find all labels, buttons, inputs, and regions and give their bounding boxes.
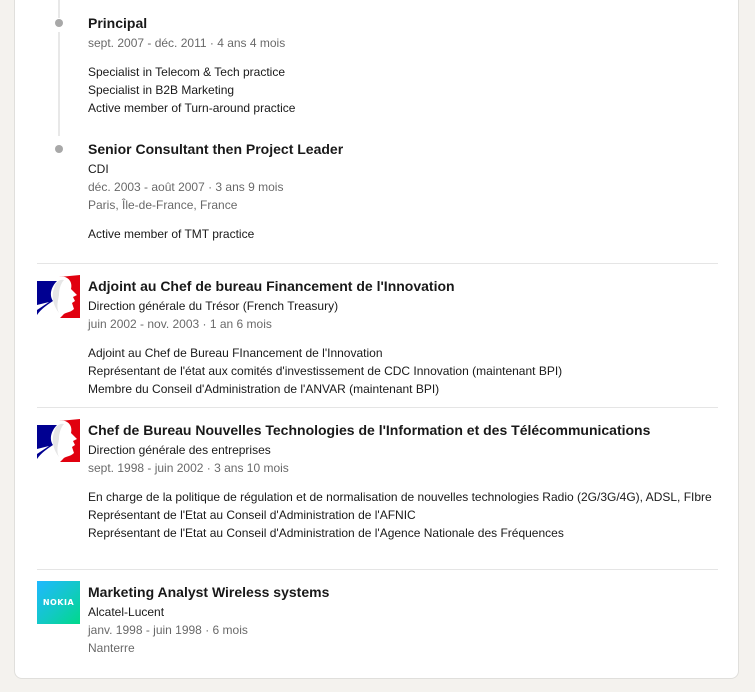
position-location: Paris, Île-de-France, France — [88, 198, 238, 212]
timeline-line — [58, 32, 60, 136]
experience-dates: juin 2002 - nov. 2003 · 1 an 6 mois — [88, 317, 272, 331]
divider — [37, 569, 718, 570]
experience-title[interactable]: Chef de Bureau Nouvelles Technologies de l'Information et des Télécommunications — [88, 422, 651, 438]
position-title[interactable]: Senior Consultant then Project Leader — [88, 141, 344, 157]
company-name[interactable]: Direction générale des entreprises — [88, 443, 271, 457]
position-description: Active member of TMT practice — [88, 227, 255, 241]
nokia-logo-text: NOKIA — [42, 598, 75, 607]
employment-type: CDI — [88, 162, 109, 176]
marianne-logo-icon[interactable] — [37, 419, 80, 462]
timeline-dot — [55, 19, 63, 27]
experience-dates: sept. 1998 - juin 2002 · 3 ans 10 mois — [88, 461, 289, 475]
position-dates: déc. 2003 - août 2007 · 3 ans 9 mois — [88, 180, 284, 194]
experience-dates: janv. 1998 - juin 1998 · 6 mois — [88, 623, 248, 637]
timeline-line — [58, 0, 60, 18]
marianne-logo-icon[interactable] — [37, 275, 80, 318]
experience-title[interactable]: Adjoint au Chef de bureau Financement de l'Innovation — [88, 278, 455, 294]
divider — [37, 407, 718, 408]
experience-title[interactable]: Marketing Analyst Wireless systems — [88, 584, 330, 600]
position-description: Specialist in Telecom & Tech practice Specialist in B2B Marketing Active member of Turn-around practice — [88, 65, 296, 115]
experience-description: Adjoint au Chef de Bureau FInancement de l'Innovation Représentant de l'état aux comités d'investissement de CDC Innovation (maintenant BPI) Membre du Conseil d'Administration de l'ANVAR (maintenant BPI) — [88, 346, 563, 396]
divider — [37, 263, 718, 264]
experience-description: En charge de la politique de régulation et de normalisation de nouvelles technologies Radio (2G/3G/4G), ADSL, FIbre Représentant de l'Etat au Conseil d'Administration de l'AFNIC Représentant de l'Etat au Conseil d'Administration de l'Agence Nationale des Fréquences — [88, 490, 712, 540]
company-name[interactable]: Direction générale du Trésor (French Treasury) — [88, 299, 339, 313]
position-dates: sept. 2007 - déc. 2011 · 4 ans 4 mois — [88, 36, 286, 50]
timeline-dot — [55, 145, 63, 153]
nokia-logo-icon[interactable] — [37, 581, 80, 624]
position-title[interactable]: Principal — [88, 15, 148, 31]
company-name[interactable]: Alcatel-Lucent — [88, 605, 165, 619]
experience-location: Nanterre — [88, 641, 135, 655]
